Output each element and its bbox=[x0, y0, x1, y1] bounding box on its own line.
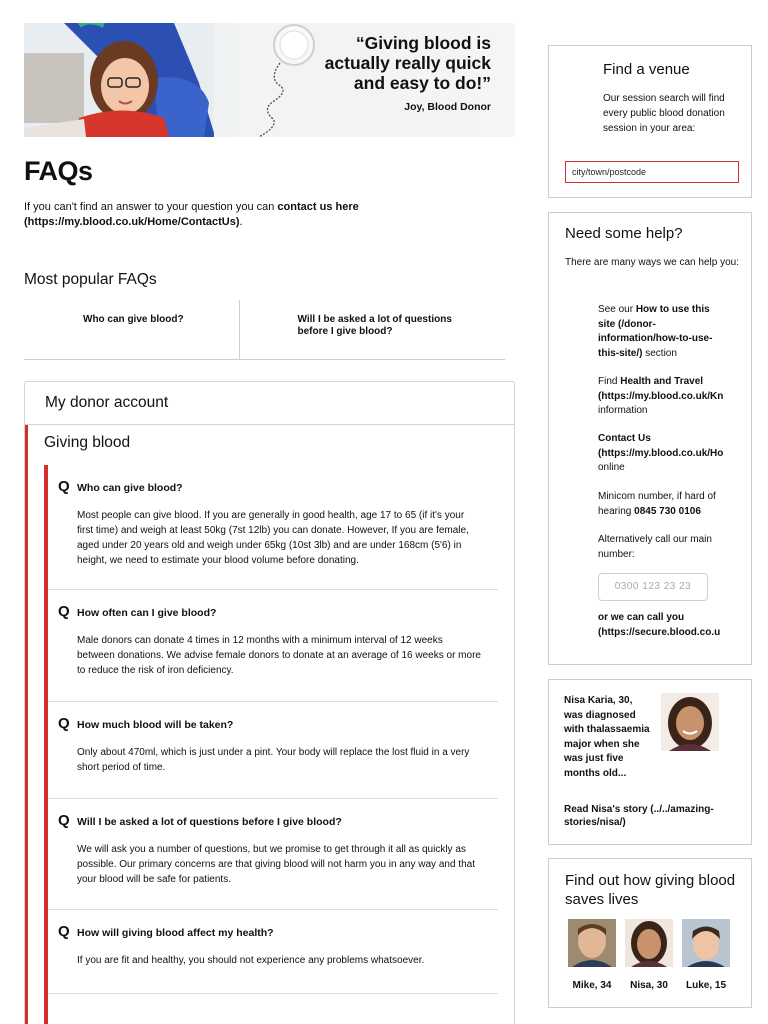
intro-prefix: If you can't find an answer to your question you can bbox=[24, 201, 278, 213]
help-lead: There are many ways we can help you: bbox=[565, 257, 739, 268]
person-name: Luke, 15 bbox=[685, 980, 727, 991]
question-marker: Q bbox=[58, 603, 70, 620]
help-alt-call bbox=[598, 533, 752, 562]
banner-attribution: Joy, Blood Donor bbox=[404, 101, 491, 113]
banner-quote: “Giving blood is actually really quick and easy to do!” bbox=[324, 33, 491, 93]
help-title: Need some help? bbox=[565, 225, 683, 242]
help-how-to-prefix: See our bbox=[598, 304, 636, 315]
faq-item bbox=[48, 702, 498, 799]
faq-item bbox=[48, 799, 498, 910]
faq-answer: We will ask you a number of questions, but we promise to get through it all as quickly as possible. Our primary concerns are that giving blood will not harm you in any way and that your blood will be safe for patients. bbox=[77, 844, 475, 885]
donor-photo bbox=[24, 23, 214, 137]
help-contact bbox=[598, 432, 752, 476]
accordion-section-my-donor-account[interactable]: My donor account bbox=[25, 382, 514, 425]
saves-lives-title: Find out how giving blood saves lives bbox=[565, 872, 736, 908]
saves-lives-panel bbox=[548, 858, 752, 1008]
minicom-number: 0845 730 0106 bbox=[634, 505, 701, 517]
contact-us-online-link[interactable]: Contact Us (https://my.blood.co.uk/Ho bbox=[598, 433, 724, 459]
faq-answer: Most people can give blood. If you are generally in good health, age 17 to 65 (if it's your first time) and weigh at least 50kg (7st 12lb) you can donate. However, If you are female, aged under 20 years old and weigh under 65kg (10st 3lb) and are under 168cm (5'6) in height, we need to estimate your blood volume before donating. bbox=[77, 510, 469, 566]
minicom-text: Minicom number, if hard of bbox=[598, 491, 716, 502]
hero-banner bbox=[24, 23, 515, 137]
mike-photo bbox=[568, 919, 616, 967]
find-venue-panel bbox=[548, 45, 752, 198]
faq-question[interactable]: How will giving blood affect my health? bbox=[77, 927, 274, 939]
faq-list-continuation bbox=[48, 994, 514, 1024]
person-card[interactable] bbox=[625, 919, 673, 991]
page-title: FAQs bbox=[24, 156, 93, 186]
popular-faq-link[interactable]: Will I be asked a lot of questions before I give blood? bbox=[297, 314, 452, 337]
faq-item bbox=[48, 590, 498, 702]
help-panel bbox=[548, 212, 752, 665]
intro-suffix: . bbox=[239, 216, 243, 228]
accordion-subsection-giving-blood[interactable]: Giving blood bbox=[44, 434, 131, 451]
faq-answer: Male donors can donate 4 times in 12 months with a minimum interval of 12 weeks between donations. We advise female donors to donate at an average of 16 weeks or more to reduce the risk of iron deficiency. bbox=[77, 635, 481, 676]
help-travel-prefix: Find bbox=[598, 376, 621, 387]
faq-item bbox=[48, 910, 498, 994]
help-travel bbox=[598, 375, 752, 419]
alt-call-text-2: number: bbox=[598, 548, 635, 560]
contact-us-link[interactable]: contact us here (https://my.blood.co.uk/Home/ContactUs) bbox=[24, 201, 359, 228]
help-minicom bbox=[598, 490, 752, 519]
question-marker: Q bbox=[58, 812, 70, 829]
help-contact-suffix: online bbox=[598, 462, 625, 473]
read-story-link[interactable]: Read Nisa's story (../../amazing-stories/nisa/) bbox=[564, 804, 714, 828]
story-text: Nisa Karia, 30, was diagnosed with thalassaemia major when she was just five months old... bbox=[564, 695, 650, 779]
help-how-to-suffix: section bbox=[642, 347, 677, 359]
faq-question[interactable]: Will I be asked a lot of questions before I give blood? bbox=[77, 816, 342, 828]
faq-item bbox=[48, 465, 498, 590]
person-card[interactable] bbox=[568, 919, 616, 991]
faq-list bbox=[44, 465, 514, 1024]
nisa-thumb-photo bbox=[625, 919, 673, 967]
accordion-body bbox=[24, 425, 514, 1024]
venue-search-input[interactable] bbox=[565, 161, 739, 183]
person-name: Mike, 34 bbox=[572, 980, 612, 991]
minicom-prefix: hearing bbox=[598, 505, 635, 517]
faq-question[interactable]: How often can I give blood? bbox=[77, 607, 217, 619]
find-venue-text: Our session search will find every public blood donation session in your area: bbox=[603, 93, 725, 134]
question-marker: Q bbox=[58, 478, 70, 495]
how-to-use-link[interactable]: How to use this site (/donor- information/how-to-use- this-site/) bbox=[598, 304, 713, 359]
main-number-button[interactable]: 0300 123 23 23 bbox=[598, 573, 708, 601]
person-card[interactable] bbox=[682, 919, 730, 991]
help-how-to-use bbox=[598, 303, 752, 361]
faq-answer: Only about 470ml, which is just under a pint. Your body will replace the lost fluid in a very short period of time. bbox=[77, 747, 470, 773]
help-travel-suffix: information bbox=[598, 405, 648, 416]
luke-photo bbox=[682, 919, 730, 967]
person-name: Nisa, 30 bbox=[630, 980, 668, 991]
faq-question[interactable]: How much blood will be taken? bbox=[77, 719, 234, 731]
alt-call-text: Alternatively call our main bbox=[598, 534, 712, 545]
question-marker: Q bbox=[58, 923, 70, 940]
question-marker: Q bbox=[58, 715, 70, 732]
popular-faqs bbox=[24, 300, 505, 360]
nisa-photo bbox=[661, 693, 719, 751]
popular-faqs-heading: Most popular FAQs bbox=[24, 271, 157, 288]
intro-text bbox=[24, 200, 504, 230]
call-you-link[interactable]: or we can call you (https://secure.blood.co.u bbox=[598, 612, 721, 638]
health-travel-link[interactable]: Health and Travel (https://my.blood.co.uk/Kn bbox=[598, 376, 724, 402]
story-panel bbox=[548, 679, 752, 845]
find-venue-title: Find a venue bbox=[603, 61, 690, 78]
faq-question[interactable]: Who can give blood? bbox=[77, 482, 183, 494]
popular-faq-link[interactable]: Who can give blood? bbox=[24, 300, 240, 359]
faq-answer: If you are fit and healthy, you should not experience any problems whatsoever. bbox=[77, 955, 425, 966]
faq-accordion bbox=[24, 381, 515, 1024]
